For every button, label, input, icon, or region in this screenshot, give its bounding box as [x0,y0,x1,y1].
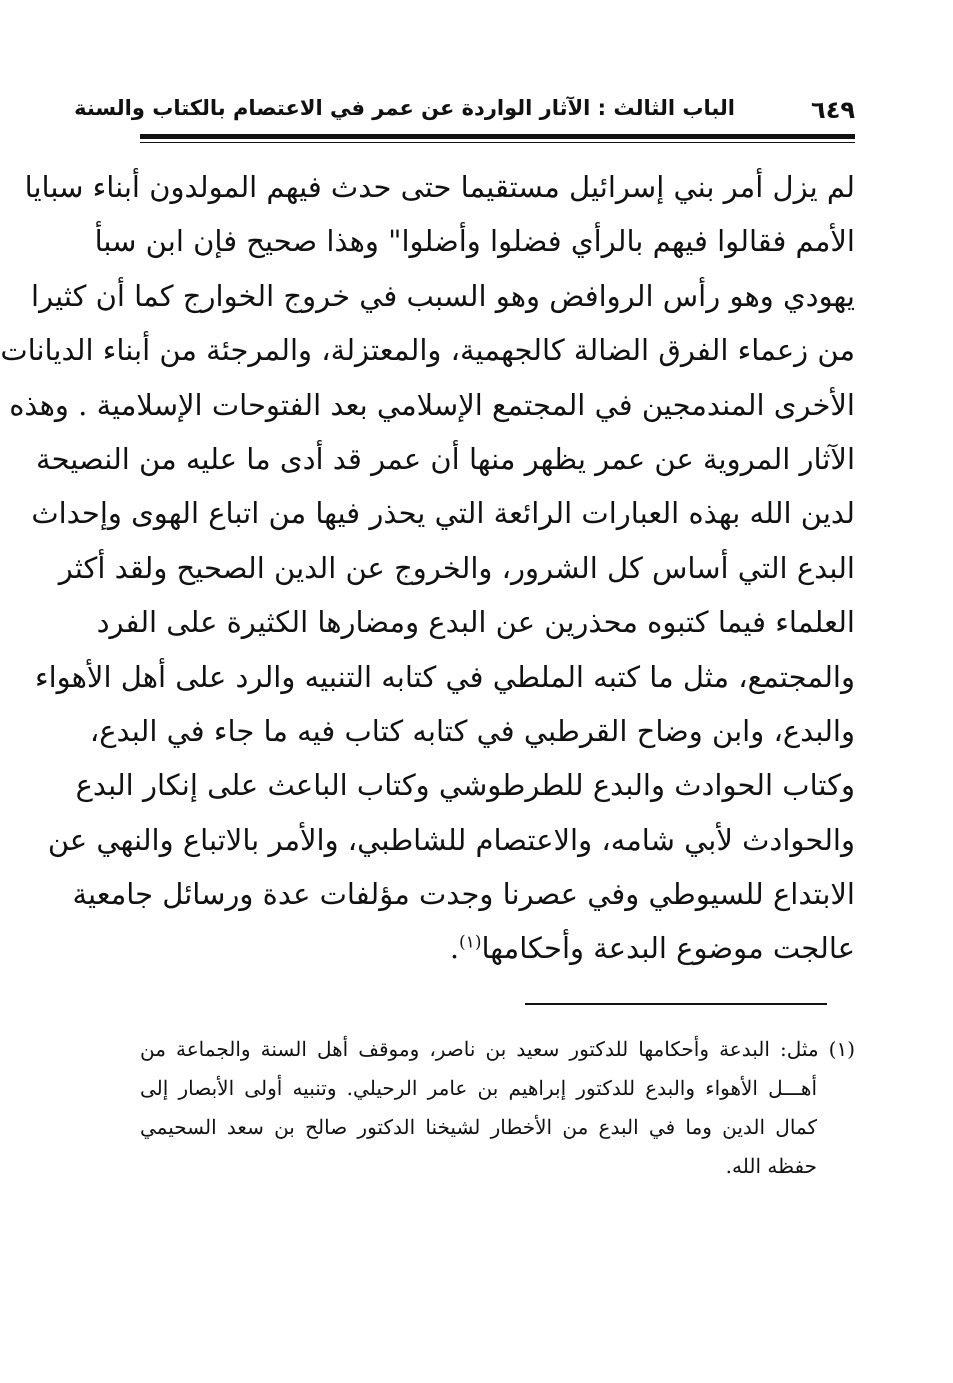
footnote-number: (١) [828,1037,855,1061]
text-line: الآثار المروية عن عمر يظهر منها أن عمر قد أدى ما عليه من النصيحة [36,441,855,476]
last-line-text: عالجت موضوع البدعة وأحكامها [481,931,855,966]
text-line: يهودي وهو رأس الروافض وهو السبب في خروج الخوارج كما أن كثيرا [31,278,855,313]
running-title: الباب الثالث : الآثار الواردة عن عمر في الاعتصام بالكتاب والسنة [74,96,735,120]
text-line-last [140,921,855,975]
text-line: وكتاب الحوادث والبدع للطرطوشي وكتاب الباعث على إنكار البدع [75,768,855,803]
text-line: لدين الله بهذه العبارات الرائعة التي يحذر فيها من اتباع الهوى وإحداث [31,496,855,531]
sentence-end: . [449,931,460,966]
text-line: البدع التي أساس كل الشرور، والخروج عن الدين الصحيح ولقد أكثر [58,550,855,585]
text-line: لم يزل أمر بني إسرائيل مستقيما حتى حدث فيهم المولدون أبناء سبايا [24,170,855,204]
page-number: ٦٤٩ [811,96,855,124]
text-line: العلماء فيما كتبوه محذرين عن البدع ومضارها الكثيرة على الفرد [96,605,855,640]
footnote-reference[interactable]: (١) [459,932,482,953]
footnote-line: أهـــل الأهواء والبدع للدكتور إبراهيم بن عامر الرحيلي. وتنبيه أولى الأبصار إلى [140,1076,817,1100]
text-line: والمجتمع، مثل ما كتبه الملطي في كتابه التنبيه والرد على أهل الأهواء [34,659,855,694]
footnotes [140,1030,855,1186]
footnote-separator [525,1003,827,1005]
header-rule [140,134,855,139]
text-line: والحوادث لأبي شامه، والاعتصام للشاطبي، والأمر بالاتباع والنهي عن [47,822,855,857]
text-line: الابتداع للسيوطي وفي عصرنا وجدت مؤلفات عدة ورسائل جامعية [72,877,855,912]
text-line: من زعماء الفرق الضالة كالجهمية، والمعتزلة، والمرجئة من أبناء الديانات [0,333,855,368]
footnote-line: كمال الدين وما في البدع من الأخطار لشيخنا الدكتور صالح بن سعد السحيمي [140,1115,817,1139]
text-line: الأمم فقالوا فيهم بالرأي فضلوا وأضلوا" وهذا صحيح فإن ابن سبأ [94,224,855,259]
main-text [0,160,855,976]
footnote-line: حفظه الله. [725,1154,817,1178]
footnote-text: مثل: البدعة وأحكامها للدكتور سعيد بن ناصر، وموقف أهل السنة والجماعة من [140,1037,819,1061]
footnote-line [140,1030,855,1069]
running-header [74,92,855,134]
text-line: والبدع، وابن وضاح القرطبي في كتابه كتاب فيه ما جاء في البدع، [89,713,855,748]
text-line: الأخرى المندمجين في المجتمع الإسلامي بعد الفتوحات الإسلامية . وهذه [9,387,855,422]
header-rule-thin [140,142,855,143]
